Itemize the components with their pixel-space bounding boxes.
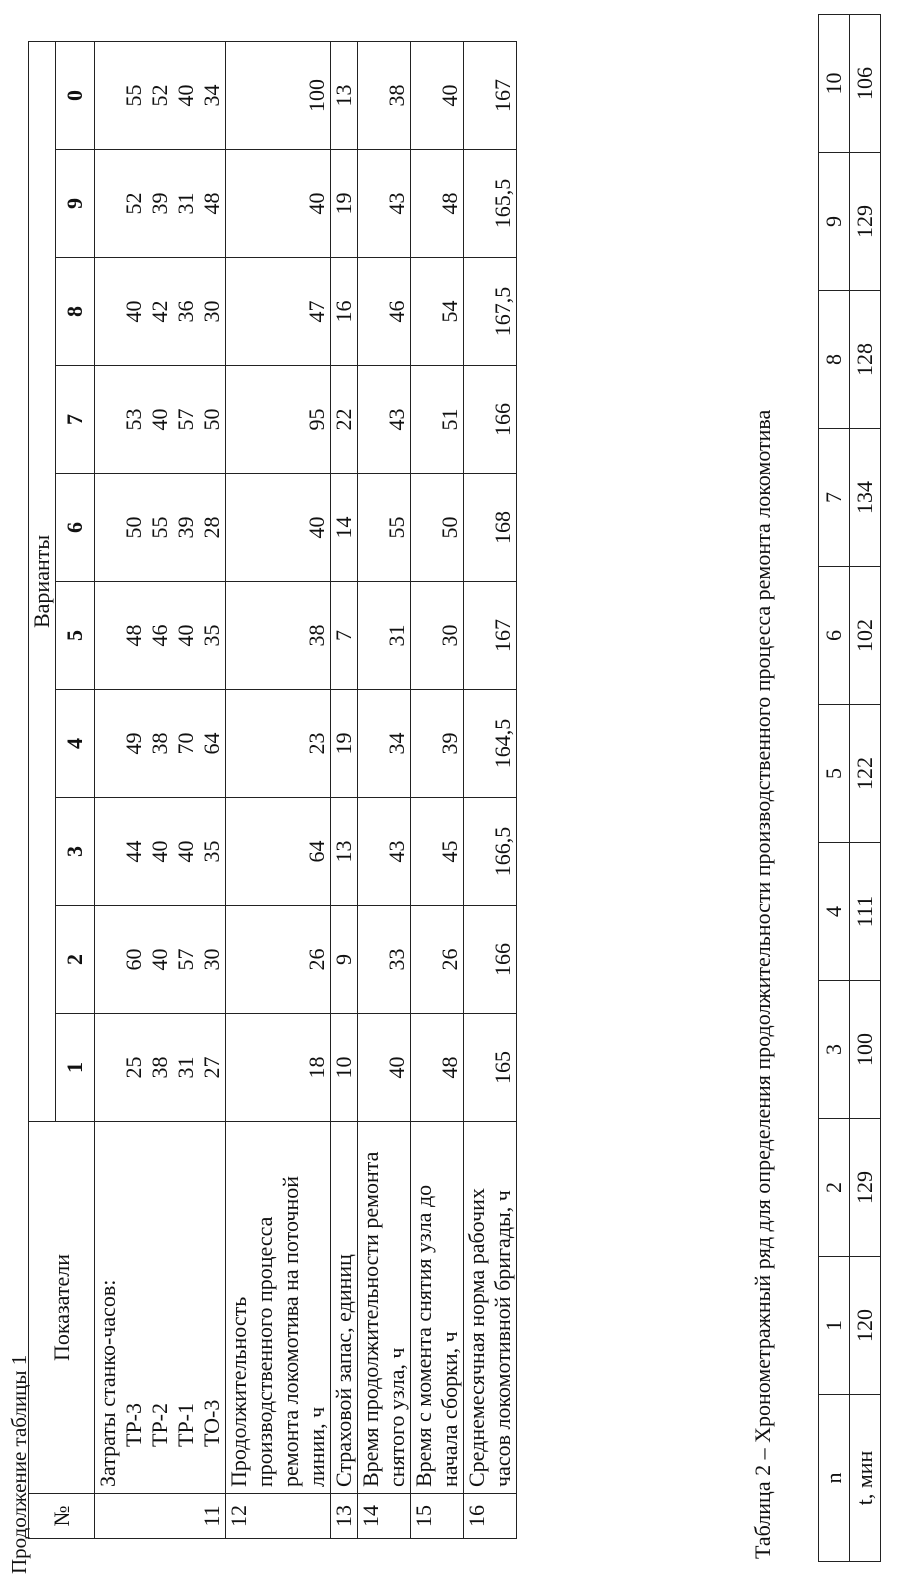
variant-header-cell: 2	[56, 906, 95, 1014]
subrow-label: ТР-2	[147, 1403, 172, 1447]
value-cell: 54	[411, 258, 464, 366]
table2-n-cell: 8	[819, 291, 850, 429]
row-label-cell: Страховой запас, единиц	[331, 1122, 358, 1494]
value-cell: 13	[331, 798, 358, 906]
value-cell: 166	[464, 366, 517, 474]
value-line: 39	[173, 516, 198, 539]
value-cell: 16	[331, 258, 358, 366]
table2-t-cell: 128	[850, 291, 881, 429]
row-number-cell: 13	[331, 1494, 358, 1539]
value-line: 34	[199, 84, 224, 107]
row-label-line: начала сборки, ч	[437, 1331, 462, 1487]
variant-header-cell: 4	[56, 690, 95, 798]
row-number-cell: 12	[226, 1494, 331, 1539]
variant-header-cell: 7	[56, 366, 95, 474]
variant-header-cell: 5	[56, 582, 95, 690]
value-cell: 30	[411, 582, 464, 690]
table2-n-cell: 5	[819, 705, 850, 843]
value-cell: 43	[358, 150, 411, 258]
row-label-line: часов локомотивной бригады, ч	[490, 1190, 515, 1487]
value-line: 38	[147, 732, 172, 755]
variant-header-cell: 3	[56, 798, 95, 906]
value-line: 57	[173, 948, 198, 971]
value-line: 42	[147, 300, 172, 323]
value-cell	[95, 582, 226, 690]
value-cell: 19	[331, 690, 358, 798]
value-line: 49	[121, 732, 146, 755]
variant-header-cell: 1	[56, 1014, 95, 1122]
value-cell: 10	[331, 1014, 358, 1122]
value-cell: 38	[226, 582, 331, 690]
value-cell: 26	[226, 906, 331, 1014]
value-cell: 38	[358, 41, 411, 149]
value-cell	[95, 798, 226, 906]
table2-t-cell: 122	[850, 705, 881, 843]
subrow-label: ТО-3	[199, 1399, 224, 1447]
value-line: 30	[199, 948, 224, 971]
value-line: 40	[147, 408, 172, 431]
table2-n-cell: 10	[819, 15, 850, 153]
value-cell	[95, 150, 226, 258]
value-cell	[95, 690, 226, 798]
header-indicator-cell: Показатели	[29, 1122, 95, 1494]
header-no-cell: №	[29, 1494, 95, 1539]
variant-header-cell: 9	[56, 150, 95, 258]
row-label-cell	[358, 1122, 411, 1494]
table2-t-label: t, мин	[850, 1395, 881, 1562]
value-cell: 23	[226, 690, 331, 798]
value-cell	[95, 906, 226, 1014]
value-line: 30	[199, 300, 224, 323]
table1-continuation-caption: Продолжение таблицы 1	[7, 1354, 31, 1574]
row-number-cell: 15	[411, 1494, 464, 1539]
value-line: 46	[147, 624, 172, 647]
value-line: 38	[147, 1056, 172, 1079]
table-row-11	[95, 41, 226, 1538]
table2-n-cell: 6	[819, 567, 850, 705]
value-cell: 165,5	[464, 150, 517, 258]
value-cell	[95, 258, 226, 366]
value-cell: 164,5	[464, 690, 517, 798]
value-cell: 95	[226, 366, 331, 474]
value-line: 40	[173, 84, 198, 107]
value-cell: 45	[411, 798, 464, 906]
value-line: 64	[199, 732, 224, 755]
value-cell: 33	[358, 906, 411, 1014]
table2-t-cell: 120	[850, 1257, 881, 1395]
variant-header-cell: 8	[56, 258, 95, 366]
value-line: 31	[173, 1056, 198, 1079]
table-row-13	[331, 41, 358, 1538]
value-cell: 31	[358, 582, 411, 690]
value-cell: 39	[411, 690, 464, 798]
row-number-cell: 14	[358, 1494, 411, 1539]
value-cell: 40	[358, 1014, 411, 1122]
row-label-cell	[226, 1122, 331, 1494]
value-line: 35	[199, 624, 224, 647]
row-label-line: линии, ч	[304, 1406, 329, 1487]
row-label-cell	[464, 1122, 517, 1494]
table-row-16	[464, 41, 517, 1538]
value-line: 36	[173, 300, 198, 323]
table2-n-cell: 3	[819, 981, 850, 1119]
table2-t-cell: 102	[850, 567, 881, 705]
table2-n-cell: 7	[819, 429, 850, 567]
table2-n-cell: 1	[819, 1257, 850, 1395]
value-cell: 40	[411, 41, 464, 149]
value-line: 55	[121, 84, 146, 107]
row-number-cell: 11	[95, 1494, 226, 1539]
value-cell: 50	[411, 474, 464, 582]
value-cell: 64	[226, 798, 331, 906]
value-cell: 18	[226, 1014, 331, 1122]
value-line: 40	[147, 840, 172, 863]
value-line: 40	[147, 948, 172, 971]
table-row-14	[358, 41, 411, 1538]
value-line: 55	[147, 516, 172, 539]
value-cell: 40	[226, 150, 331, 258]
value-cell: 46	[358, 258, 411, 366]
value-cell: 26	[411, 906, 464, 1014]
table-row-15	[411, 41, 464, 1538]
row-label-line: ремонта локомотива на поточной	[278, 1175, 303, 1487]
value-line: 48	[121, 624, 146, 647]
value-line: 40	[173, 840, 198, 863]
table2-n-cell: 9	[819, 153, 850, 291]
table2-n-cell: 2	[819, 1119, 850, 1257]
value-line: 40	[121, 300, 146, 323]
value-cell: 14	[331, 474, 358, 582]
value-cell: 166	[464, 906, 517, 1014]
row-label-line: производственного процесса	[252, 1216, 277, 1487]
value-cell: 40	[226, 474, 331, 582]
value-cell: 100	[226, 41, 331, 149]
value-line: 31	[173, 192, 198, 215]
value-cell	[95, 1014, 226, 1122]
value-line: 27	[199, 1056, 224, 1079]
table2-t-cell: 129	[850, 153, 881, 291]
table2-caption: Таблица 2 – Хронометражный ряд для определения продолжительности производственного процесса ремонта локомотива	[750, 409, 775, 1559]
value-cell: 43	[358, 798, 411, 906]
row-label-line: Время с момента снятия узла до	[411, 1184, 436, 1487]
table2-t-cell: 106	[850, 15, 881, 153]
variant-header-cell: 0	[56, 41, 95, 149]
table2-row-t	[850, 15, 881, 1562]
value-line: 60	[121, 948, 146, 971]
table-2	[818, 14, 881, 1562]
row-label-line: Затраты станко-часов:	[95, 1279, 120, 1487]
row-label-line: снятого узла, ч	[384, 1347, 409, 1487]
value-cell: 51	[411, 366, 464, 474]
value-cell: 19	[331, 150, 358, 258]
value-cell: 55	[358, 474, 411, 582]
table2-n-label: n	[819, 1395, 850, 1562]
table2-t-cell: 100	[850, 981, 881, 1119]
subrow-label: ТР-3	[121, 1403, 146, 1447]
table2-n-cell: 4	[819, 843, 850, 981]
value-cell: 167	[464, 582, 517, 690]
value-line: 57	[173, 408, 198, 431]
row-label-cell	[95, 1122, 226, 1494]
row-number-cell: 16	[464, 1494, 517, 1539]
value-cell: 166,5	[464, 798, 517, 906]
value-cell: 47	[226, 258, 331, 366]
row-label-line: Среднемесячная норма рабочих	[464, 1188, 489, 1487]
value-cell: 167,5	[464, 258, 517, 366]
row-label-line: Продолжительность	[226, 1296, 251, 1487]
value-cell: 165	[464, 1014, 517, 1122]
value-line: 50	[121, 516, 146, 539]
value-cell: 22	[331, 366, 358, 474]
value-line: 48	[199, 192, 224, 215]
value-cell	[95, 366, 226, 474]
value-line: 50	[199, 408, 224, 431]
value-line: 52	[121, 192, 146, 215]
value-line: 39	[147, 192, 172, 215]
table2-row-n	[819, 15, 850, 1562]
table-1	[28, 41, 517, 1539]
value-cell	[95, 41, 226, 149]
value-cell: 168	[464, 474, 517, 582]
value-line: 28	[199, 516, 224, 539]
value-cell: 13	[331, 41, 358, 149]
table-row-12	[226, 41, 331, 1538]
variant-header-cell: 6	[56, 474, 95, 582]
header-variants-cell: Варианты	[29, 41, 56, 1121]
value-cell: 9	[331, 906, 358, 1014]
value-cell: 167	[464, 41, 517, 149]
table2-t-cell: 134	[850, 429, 881, 567]
row-label-line: Время продолжительности ремонта	[358, 1151, 383, 1487]
row-label-cell	[411, 1122, 464, 1494]
table2-t-cell: 111	[850, 843, 881, 981]
value-cell: 34	[358, 690, 411, 798]
value-line: 35	[199, 840, 224, 863]
table1-header-row	[29, 41, 56, 1538]
value-line: 52	[147, 84, 172, 107]
value-cell	[95, 474, 226, 582]
value-cell: 7	[331, 582, 358, 690]
value-line: 40	[173, 624, 198, 647]
value-cell: 48	[411, 1014, 464, 1122]
value-line: 44	[121, 840, 146, 863]
value-cell: 43	[358, 366, 411, 474]
value-cell: 48	[411, 150, 464, 258]
value-line: 70	[173, 732, 198, 755]
table2-t-cell: 129	[850, 1119, 881, 1257]
value-line: 53	[121, 408, 146, 431]
subrow-label: ТР-1	[173, 1403, 198, 1447]
value-line: 25	[121, 1056, 146, 1079]
